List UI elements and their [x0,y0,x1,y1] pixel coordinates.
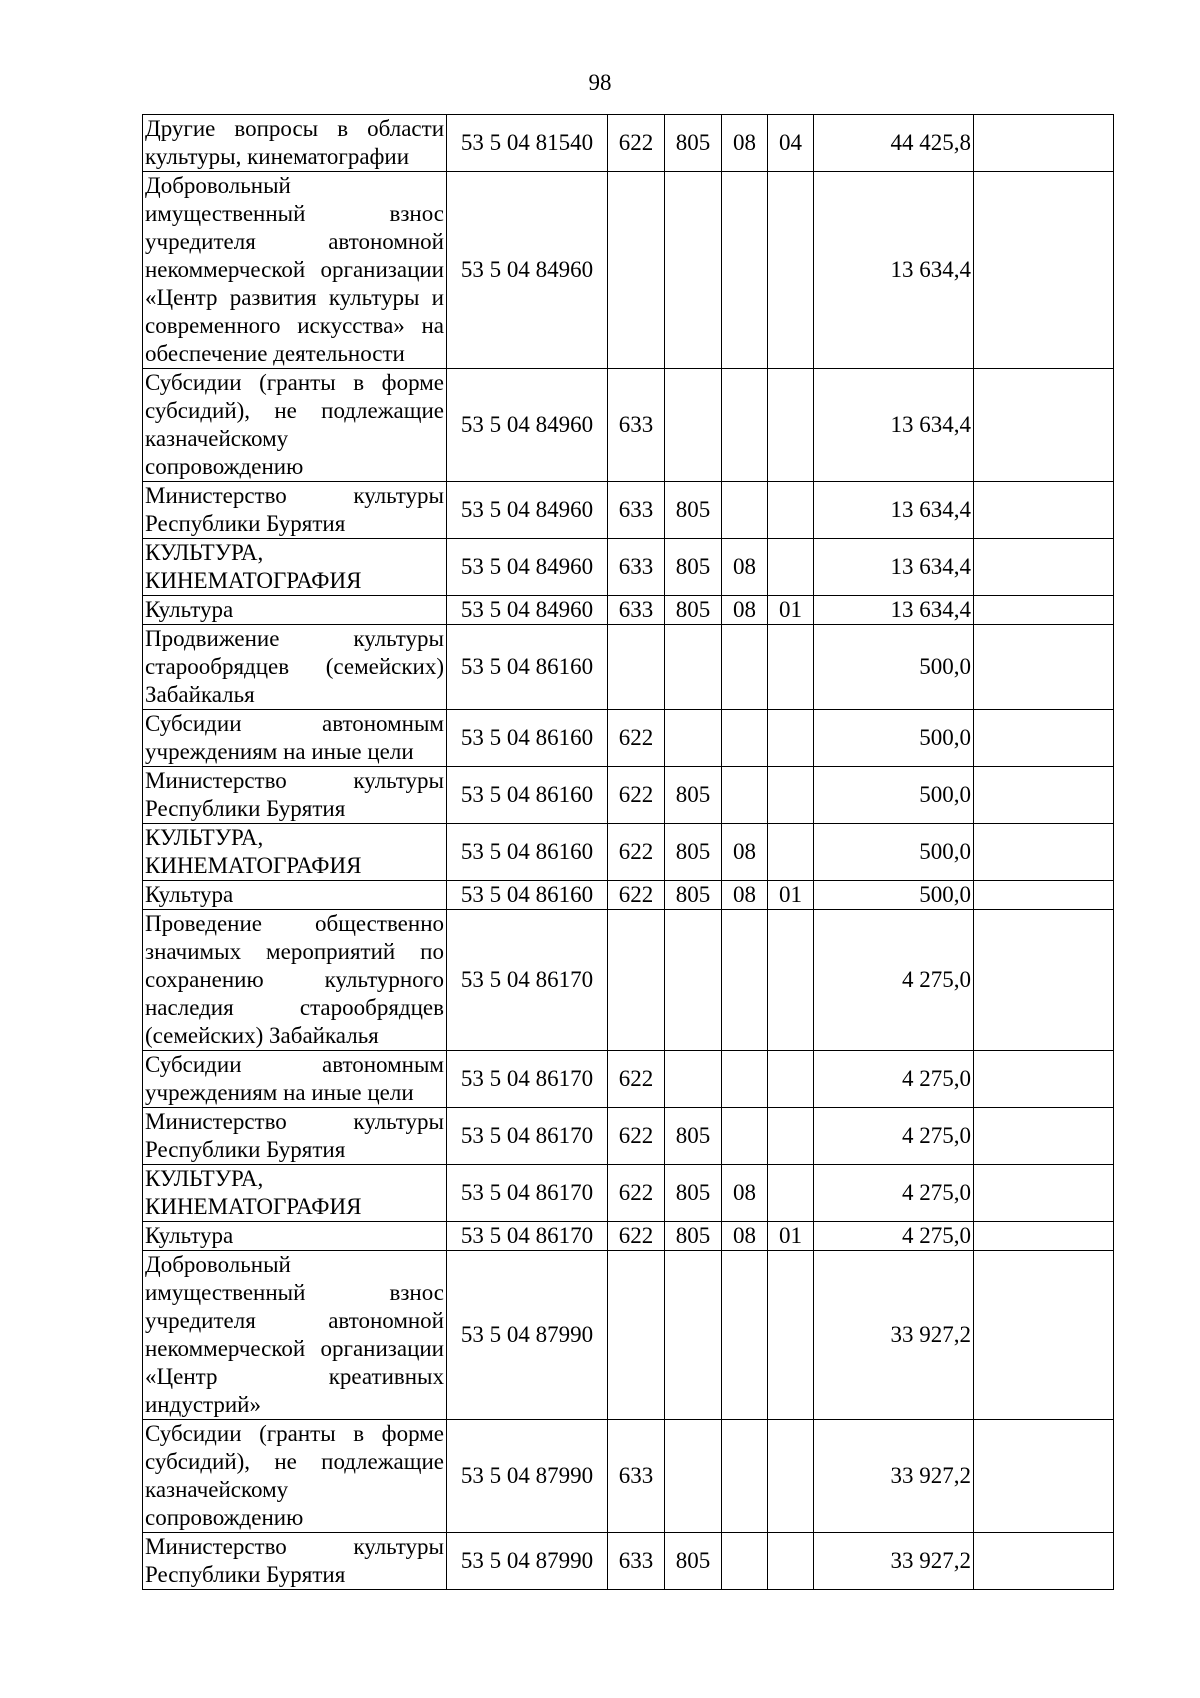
table-row [143,1222,1114,1251]
row-name-cell: Субсидии (гранты в форме субсидий), не подлежащие казначейскому сопровождению [143,1420,447,1533]
row-extra-cell [974,767,1114,824]
row-sum-cell: 33 927,2 [814,1251,974,1420]
row-sum-cell: 13 634,4 [814,369,974,482]
row-code-cell: 53 5 04 86160 [447,625,608,710]
table-row [143,824,1114,881]
row-sum-cell: 500,0 [814,625,974,710]
row-grbs-cell: 805 [665,1165,722,1222]
row-code-cell: 53 5 04 86170 [447,1051,608,1108]
row-extra-cell [974,1108,1114,1165]
row-grbs-cell: 805 [665,596,722,625]
row-vr-cell: 622 [608,710,665,767]
row-rz-cell: 08 [722,115,768,172]
row-name-cell: Проведение общественно значимых мероприятий по сохранению культурного наследия старообрядцев (семейских) Забайкалья [143,910,447,1051]
row-vr-cell: 622 [608,1222,665,1251]
row-extra-cell [974,881,1114,910]
row-pr-cell [768,539,814,596]
row-code-cell: 53 5 04 86160 [447,824,608,881]
row-extra-cell [974,910,1114,1051]
row-grbs-cell [665,172,722,369]
table-row [143,115,1114,172]
row-rz-cell [722,625,768,710]
row-rz-cell: 08 [722,596,768,625]
row-grbs-cell: 805 [665,482,722,539]
row-code-cell: 53 5 04 87990 [447,1251,608,1420]
row-rz-cell: 08 [722,1222,768,1251]
row-pr-cell [768,910,814,1051]
row-name-cell: Субсидии (гранты в форме субсидий), не подлежащие казначейскому сопровождению [143,369,447,482]
row-name-cell: Субсидии автономным учреждениям на иные цели [143,710,447,767]
row-code-cell: 53 5 04 86170 [447,1108,608,1165]
row-pr-cell [768,710,814,767]
row-pr-cell [768,767,814,824]
row-sum-cell: 500,0 [814,824,974,881]
row-pr-cell [768,625,814,710]
row-extra-cell [974,710,1114,767]
row-vr-cell: 622 [608,1165,665,1222]
row-grbs-cell [665,625,722,710]
table-row [143,625,1114,710]
row-grbs-cell [665,910,722,1051]
row-vr-cell: 622 [608,824,665,881]
row-extra-cell [974,539,1114,596]
row-name-cell: КУЛЬТУРА, КИНЕМАТОГРАФИЯ [143,1165,447,1222]
row-grbs-cell [665,369,722,482]
row-pr-cell [768,1251,814,1420]
row-extra-cell [974,1420,1114,1533]
row-code-cell: 53 5 04 84960 [447,482,608,539]
row-name-cell: Министерство культуры Республики Бурятия [143,1108,447,1165]
row-name-cell: Министерство культуры Республики Бурятия [143,767,447,824]
row-grbs-cell [665,710,722,767]
table-row [143,1251,1114,1420]
table-row [143,539,1114,596]
row-code-cell: 53 5 04 86170 [447,910,608,1051]
row-code-cell: 53 5 04 87990 [447,1420,608,1533]
row-vr-cell: 633 [608,539,665,596]
table-row [143,1420,1114,1533]
row-extra-cell [974,1251,1114,1420]
table-row [143,767,1114,824]
row-pr-cell [768,1051,814,1108]
row-name-cell: Культура [143,881,447,910]
table-row [143,910,1114,1051]
row-sum-cell: 500,0 [814,881,974,910]
budget-table [142,114,1114,1590]
row-grbs-cell: 805 [665,1222,722,1251]
row-sum-cell: 13 634,4 [814,482,974,539]
row-pr-cell [768,1533,814,1590]
row-rz-cell [722,1533,768,1590]
row-rz-cell: 08 [722,1165,768,1222]
table-row [143,1165,1114,1222]
row-pr-cell [768,1165,814,1222]
row-vr-cell: 633 [608,482,665,539]
row-name-cell: Добровольный имущественный взнос учредителя автономной некоммерческой организации «Центр креативных индустрий» [143,1251,447,1420]
row-code-cell: 53 5 04 87990 [447,1533,608,1590]
row-extra-cell [974,115,1114,172]
row-extra-cell [974,1222,1114,1251]
row-name-cell: Субсидии автономным учреждениям на иные цели [143,1051,447,1108]
row-code-cell: 53 5 04 84960 [447,596,608,625]
row-code-cell: 53 5 04 86160 [447,881,608,910]
row-grbs-cell: 805 [665,1108,722,1165]
row-rz-cell: 08 [722,824,768,881]
row-pr-cell [768,172,814,369]
row-pr-cell [768,1420,814,1533]
row-extra-cell [974,1051,1114,1108]
row-code-cell: 53 5 04 84960 [447,172,608,369]
row-pr-cell: 01 [768,596,814,625]
row-name-cell: Другие вопросы в области культуры, кинематографии [143,115,447,172]
row-name-cell: КУЛЬТУРА, КИНЕМАТОГРАФИЯ [143,539,447,596]
table-row [143,482,1114,539]
row-sum-cell: 4 275,0 [814,1051,974,1108]
row-rz-cell [722,482,768,539]
row-name-cell: КУЛЬТУРА, КИНЕМАТОГРАФИЯ [143,824,447,881]
row-pr-cell [768,824,814,881]
row-sum-cell: 13 634,4 [814,596,974,625]
row-grbs-cell: 805 [665,881,722,910]
row-name-cell: Министерство культуры Республики Бурятия [143,482,447,539]
row-rz-cell [722,369,768,482]
row-code-cell: 53 5 04 86170 [447,1222,608,1251]
row-name-cell: Культура [143,596,447,625]
row-grbs-cell: 805 [665,767,722,824]
row-pr-cell: 01 [768,1222,814,1251]
row-rz-cell [722,710,768,767]
table-row [143,1051,1114,1108]
row-vr-cell: 622 [608,1051,665,1108]
row-rz-cell [722,910,768,1051]
row-pr-cell: 04 [768,115,814,172]
row-grbs-cell: 805 [665,824,722,881]
table-row [143,172,1114,369]
row-rz-cell [722,1108,768,1165]
row-sum-cell: 4 275,0 [814,910,974,1051]
row-sum-cell: 500,0 [814,710,974,767]
row-extra-cell [974,369,1114,482]
row-vr-cell: 622 [608,115,665,172]
row-vr-cell: 622 [608,1108,665,1165]
row-name-cell: Добровольный имущественный взнос учредителя автономной некоммерческой организации «Центр развития культуры и современного искусства» на обеспечение деятельности [143,172,447,369]
table-row [143,1533,1114,1590]
row-extra-cell [974,1533,1114,1590]
row-rz-cell [722,1051,768,1108]
row-sum-cell: 4 275,0 [814,1165,974,1222]
row-code-cell: 53 5 04 86170 [447,1165,608,1222]
row-vr-cell [608,625,665,710]
row-pr-cell [768,482,814,539]
row-extra-cell [974,482,1114,539]
table-row [143,881,1114,910]
row-sum-cell: 33 927,2 [814,1533,974,1590]
row-extra-cell [974,596,1114,625]
row-rz-cell: 08 [722,881,768,910]
row-code-cell: 53 5 04 84960 [447,539,608,596]
row-grbs-cell [665,1051,722,1108]
row-rz-cell [722,172,768,369]
row-sum-cell: 500,0 [814,767,974,824]
row-extra-cell [974,824,1114,881]
page-number: 98 [588,70,612,95]
row-name-cell: Культура [143,1222,447,1251]
row-code-cell: 53 5 04 86160 [447,710,608,767]
row-vr-cell: 622 [608,767,665,824]
row-extra-cell [974,1165,1114,1222]
row-vr-cell: 622 [608,881,665,910]
row-rz-cell [722,1251,768,1420]
row-code-cell: 53 5 04 86160 [447,767,608,824]
row-vr-cell: 633 [608,369,665,482]
row-grbs-cell: 805 [665,115,722,172]
row-sum-cell: 13 634,4 [814,172,974,369]
row-vr-cell: 633 [608,1533,665,1590]
table-row [143,710,1114,767]
table-row [143,369,1114,482]
row-sum-cell: 13 634,4 [814,539,974,596]
row-sum-cell: 4 275,0 [814,1108,974,1165]
row-vr-cell [608,910,665,1051]
row-vr-cell [608,172,665,369]
row-sum-cell: 4 275,0 [814,1222,974,1251]
row-name-cell: Продвижение культуры старообрядцев (семейских) Забайкалья [143,625,447,710]
row-rz-cell: 08 [722,539,768,596]
row-grbs-cell [665,1420,722,1533]
row-extra-cell [974,625,1114,710]
row-grbs-cell: 805 [665,1533,722,1590]
row-vr-cell [608,1251,665,1420]
row-rz-cell [722,1420,768,1533]
row-pr-cell: 01 [768,881,814,910]
table-body [143,115,1114,1590]
row-code-cell: 53 5 04 84960 [447,369,608,482]
row-grbs-cell [665,1251,722,1420]
row-pr-cell [768,1108,814,1165]
row-vr-cell: 633 [608,1420,665,1533]
row-code-cell: 53 5 04 81540 [447,115,608,172]
table-row [143,1108,1114,1165]
row-grbs-cell: 805 [665,539,722,596]
row-pr-cell [768,369,814,482]
table-row [143,596,1114,625]
row-vr-cell: 633 [608,596,665,625]
row-name-cell: Министерство культуры Республики Бурятия [143,1533,447,1590]
row-sum-cell: 44 425,8 [814,115,974,172]
row-extra-cell [974,172,1114,369]
row-sum-cell: 33 927,2 [814,1420,974,1533]
row-rz-cell [722,767,768,824]
